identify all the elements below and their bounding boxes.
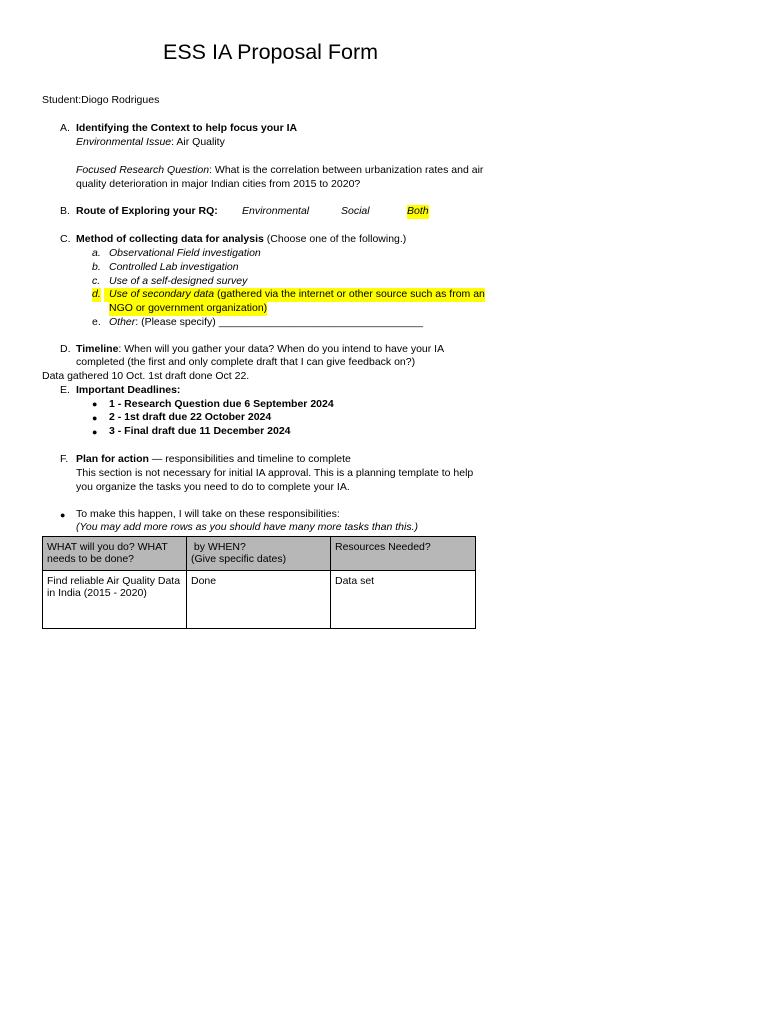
responsibilities-intro: To make this happen, I will take on these responsibilities: — [76, 508, 340, 520]
bullet-icon: ● — [60, 510, 66, 520]
section-d-line-1 — [76, 343, 444, 357]
section-d-marker: D. — [60, 343, 71, 355]
deadline-3: 3 - Final draft due 11 December 2024 — [109, 425, 291, 437]
method-e-detail: : (Please specify) ___________________________________ — [135, 316, 424, 328]
bullet-icon: ● — [92, 399, 98, 409]
environmental-issue-line — [76, 136, 225, 150]
method-b-marker: b. — [92, 261, 101, 273]
route-option-both-selected: Both — [407, 205, 429, 217]
plan-table — [42, 536, 476, 629]
section-e-marker: E. — [60, 384, 70, 396]
method-a-text: Observational Field investigation — [109, 247, 261, 259]
header-resources: Resources Needed? — [331, 537, 476, 571]
section-e-heading: Important Deadlines: — [76, 384, 181, 396]
responsibilities-note: (You may add more rows as you should have many more tasks than this.) — [76, 521, 418, 533]
section-d-heading: Timeline — [76, 343, 119, 355]
section-f-heading-rest: — responsibilities and timeline to complete — [148, 453, 351, 465]
environmental-issue-value: : Air Quality — [171, 136, 225, 148]
cell-when: Done — [187, 571, 331, 629]
method-d-detail-1: (gathered via the internet or other source such as from an — [214, 288, 485, 300]
section-c-heading: Method of collecting data for analysis — [76, 233, 264, 245]
method-d-marker: d. — [92, 288, 101, 300]
route-option-environmental: Environmental — [242, 205, 310, 217]
table-header-row — [43, 537, 476, 571]
section-f-heading-line — [76, 453, 351, 467]
header-when-label: by WHEN? — [191, 541, 246, 553]
cell-task: Find reliable Air Quality Data in India (2015 - 2020) — [43, 571, 187, 629]
deadline-2: 2 - 1st draft due 22 October 2024 — [109, 411, 272, 423]
section-a-marker: A. — [60, 122, 70, 134]
method-d-detail-2: NGO or government organization) — [109, 302, 268, 314]
bullet-icon: ● — [92, 413, 98, 423]
method-a-marker: a. — [92, 247, 101, 259]
section-c-heading-line — [76, 233, 406, 247]
deadline-1: 1 - Research Question due 6 September 2024 — [109, 398, 334, 410]
method-e-line — [109, 316, 423, 330]
method-e-marker: e. — [92, 316, 101, 328]
section-a-heading: Identifying the Context to help focus your IA — [76, 122, 298, 134]
method-d-line-1 — [104, 288, 485, 302]
section-f-text-1: This section is not necessary for initial IA approval. This is a planning template to help — [76, 467, 474, 479]
section-c-marker: C. — [60, 233, 71, 245]
method-b-text: Controlled Lab investigation — [109, 261, 239, 273]
header-what: WHAT will you do? WHAT needs to be done? — [43, 537, 187, 571]
section-d-text-1: : When will you gather your data? When do you intend to have your IA — [118, 343, 445, 355]
environmental-issue-label: Environmental Issue — [76, 136, 172, 148]
section-f-heading: Plan for action — [76, 453, 149, 465]
section-b-marker: B. — [60, 205, 70, 217]
page-title: ESS IA Proposal Form — [163, 40, 379, 64]
route-option-social: Social — [341, 205, 370, 217]
student-name: Student:Diogo Rodrigues — [42, 94, 160, 106]
research-question-label: Focused Research Question — [76, 164, 210, 176]
research-question-line-1 — [76, 164, 483, 178]
header-when-sub: (Give specific dates) — [191, 553, 287, 566]
method-e-text: Other — [109, 316, 136, 328]
research-question-text-1: : What is the correlation between urbanization rates and air — [209, 164, 484, 176]
section-c-note: (Choose one of the following.) — [263, 233, 407, 245]
section-f-text-2: you organize the tasks you need to do to complete your IA. — [76, 481, 350, 493]
section-b-heading: Route of Exploring your RQ: — [76, 205, 218, 217]
method-c-text: Use of a self-designed survey — [109, 275, 248, 287]
table-row — [43, 571, 476, 629]
method-d-text: Use of secondary data — [109, 288, 215, 300]
method-c-marker: c. — [92, 275, 101, 287]
section-d-text-2: completed (the first and only complete draft that I can give feedback on?) — [76, 356, 416, 368]
header-when — [187, 537, 331, 571]
timeline-answer: Data gathered 10 Oct. 1st draft done Oct 22. — [42, 370, 250, 382]
cell-resources: Data set — [331, 571, 476, 629]
section-f-marker: F. — [60, 453, 69, 465]
research-question-text-2: quality deterioration in major Indian cities from 2015 to 2020? — [76, 178, 361, 190]
bullet-icon: ● — [92, 427, 98, 437]
